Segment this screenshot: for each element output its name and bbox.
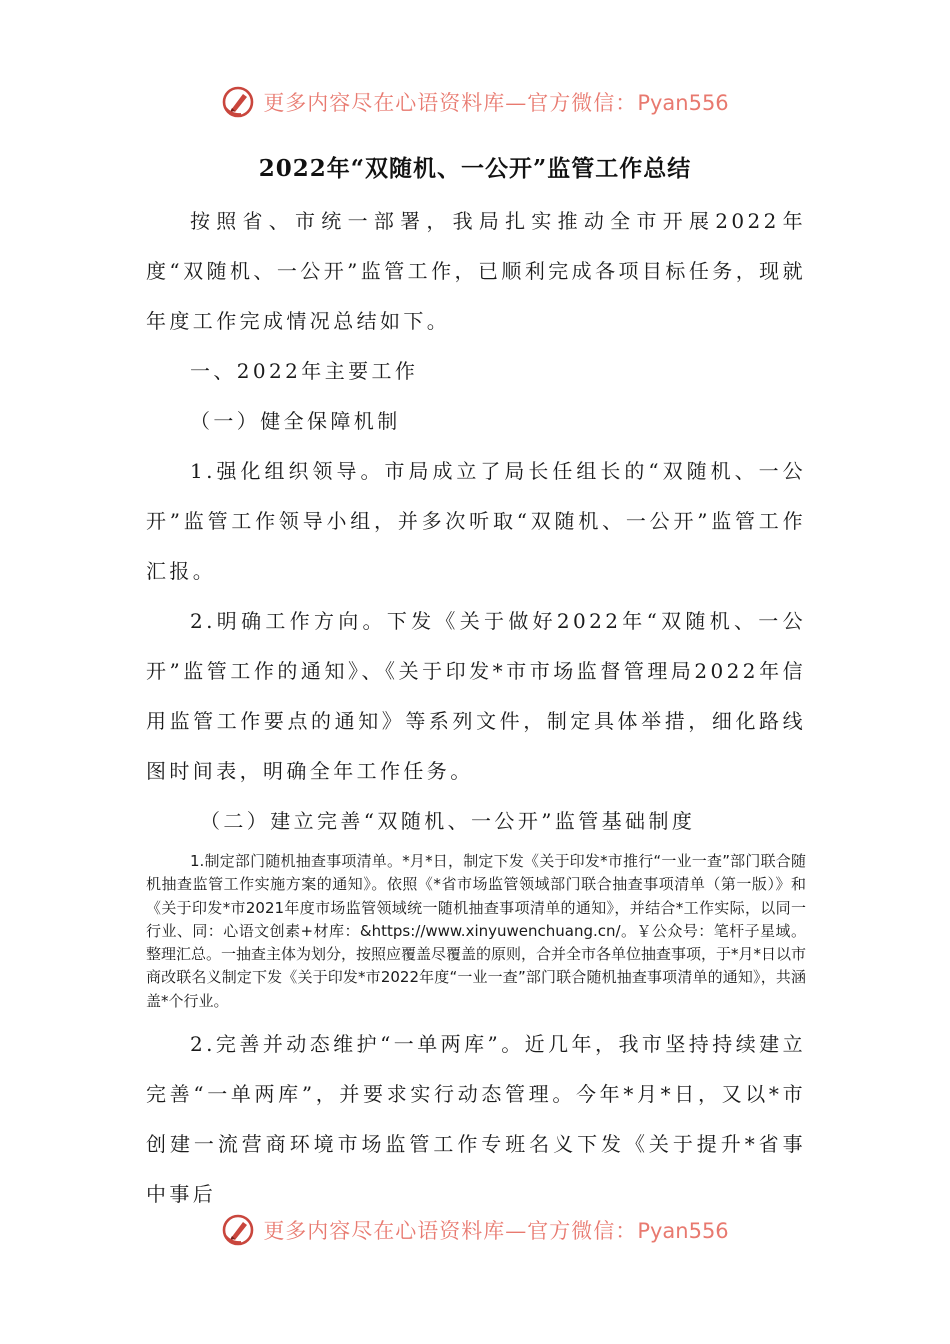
subsection-heading-2: （二）建立完善“双随机、一公开”监管基础制度 [200, 809, 696, 833]
item-paragraph-3-small: 1.制定部门随机抽查事项清单。*月*日，制定下发《关于印发*市推行“一业一查”部门联合随机抽查监管工作实施方案的通知》。依照《*省市场监管领域部门联合抽查事项清单（第一版）》和《关于印发*市2021年度市场监管领域统一随机抽查事项清单的通知》，并结合*工作实际，以同一行业、同：心语文创素+材库：&https://www.xinyuwenchuang.cn/。￥公众号：笔杆子星域。整理汇总。一抽查主体为划分，按照应覆盖尽覆盖的原则，合并全市各单位抽查事项，于*月*日以市商改联名义制定下发《关于印发*市2022年度“一业一查”部门联合随机抽查事项清单的通知》，共涵盖*个行业。 [146, 852, 807, 1010]
watermark-banner-bottom [0, 1208, 950, 1252]
document-title: 2022年“双随机、一公开”监管工作总结 [258, 155, 692, 182]
item-paragraph-2: 2.明确工作方向。下发《关于做好2022年“双随机、一公开”监管工作的通知》、《关于印发*市市场监督管理局2022年信用监管工作要点的通知》等系列文件，制定具体举措，细化路线图时间表，明确全年工作任务。 [146, 609, 806, 783]
item-paragraph-4: 2.完善并动态维护“一单两库”。近几年，我市坚持持续建立完善“一单两库”，并要求实行动态管理。今年*月*日，又以*市创建一流营商环境市场监管工作专班名义下发《关于提升*省事中事后 [146, 1032, 806, 1207]
watermark-banner-top [0, 80, 950, 124]
intro-paragraph: 按照省、市统一部署，我局扎实推动全市开展2022年度“双随机、一公开”监管工作，已顺利完成各项目标任务，现就年度工作完成情况总结如下。 [146, 209, 806, 333]
pen-logo-icon [221, 85, 255, 119]
watermark-text: 更多内容尽在心语资料库—官方微信：Pyan556 [263, 91, 729, 115]
section-heading-1: 一、2022年主要工作 [190, 359, 419, 383]
document-body [146, 196, 806, 1219]
item-paragraph-1: 1.强化组织领导。市局成立了局长任组长的“双随机、一公开”监管工作领导小组，并多次听取“双随机、一公开”监管工作汇报。 [146, 459, 806, 583]
subsection-heading-1: （一）健全保障机制 [190, 409, 401, 433]
pen-logo-icon [221, 1213, 255, 1247]
watermark-text: 更多内容尽在心语资料库—官方微信：Pyan556 [263, 1219, 729, 1243]
